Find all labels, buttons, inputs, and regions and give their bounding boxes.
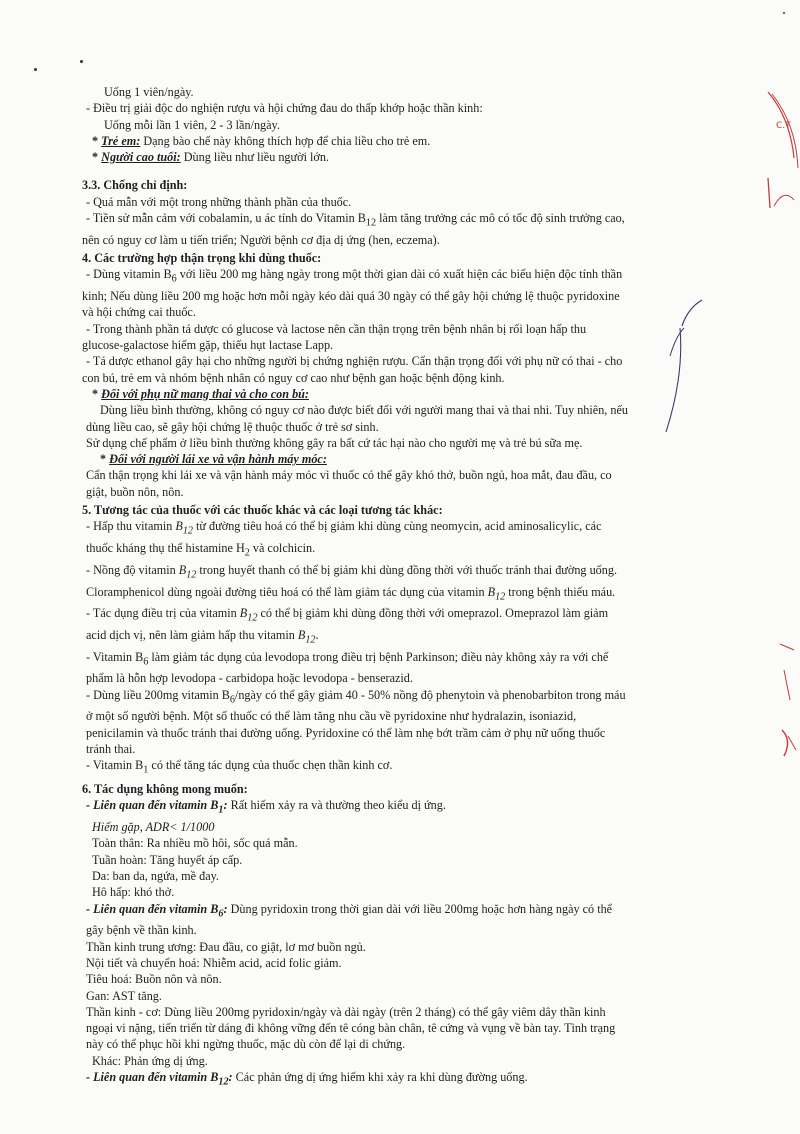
- text-line: ở một số người bệnh. Một số thuốc có thể làm tăng nhu cầu về pyridoxine như hydralazin, isoniazid,: [86, 709, 577, 724]
- label-elderly: Người cao tuổi:: [101, 150, 181, 165]
- text-line: - Điều trị giải độc do nghiện rượu và hội chứng đau do thấp khớp hoặc thần kinh:: [86, 101, 483, 116]
- scan-speck: [783, 12, 785, 14]
- text-line: glucose-galactose hiếm gặp, thiếu hụt lactase Lapp.: [82, 338, 334, 353]
- text-line: - Dùng vitamin $B_6$ với liều 200 mg hàng ngày trong một thời gian dài có xuất hiện các biểu hiện độc tính thần: [86, 267, 623, 285]
- text-line: phẩm là hỗn hợp levodopa - carbidopa hoặc levodopa - benserazid.: [86, 671, 413, 686]
- subheading-pregnancy: * Đối với phụ nữ mang thai và cho con bú:: [92, 386, 309, 401]
- stamp-fragment-bottom: [770, 640, 800, 760]
- text-line: Sử dụng chế phẩm ở liều bình thường không gây ra bất cứ tác hại nào cho người mẹ và trẻ bú sữa mẹ.: [86, 435, 583, 450]
- text-line: Thần kinh trung ương: Đau đầu, co giật, lơ mơ buồn ngủ.: [86, 939, 366, 954]
- section-heading: 6. Tác dụng không mong muốn:: [82, 782, 248, 797]
- text-line: này có thể phục hồi khi ngừng thuốc, mặc dù còn để lại di chứng.: [86, 1037, 406, 1052]
- text-line: ngoại vi nặng, tiến triển từ dáng đi không vững đến tê cóng bàn chân, tê cứng và vụng về bàn tay. Tình trạng: [86, 1021, 616, 1036]
- section-heading: 5. Tương tác của thuốc với các thuốc khác và các loại tương tác khác:: [82, 503, 443, 517]
- text-line: Toàn thân: Ra nhiều mồ hôi, sốc quá mẫn.: [92, 836, 298, 851]
- section-heading: 4. Các trường hợp thận trọng khi dùng thuốc:: [82, 251, 322, 266]
- label-children: Trẻ em:: [101, 133, 141, 148]
- text-line: Uống mỗi lần 1 viên, 2 - 3 lần/ngày.: [104, 117, 280, 132]
- text-line: - Nồng độ vitamin $B_{12}$ trong huyết thanh có thể bị giảm khi dùng đồng thời với thuốc tránh thai đường uống.: [86, 562, 617, 581]
- text-line: gây bệnh về thần kinh.: [86, 923, 197, 938]
- text-line: dùng liều cao, sẽ gây hội chứng lệ thuộc thuốc ở trẻ sơ sinh.: [86, 419, 379, 434]
- scan-speck: [34, 68, 37, 71]
- text-line: kinh; Nếu dùng liều 200 mg hoặc hơn mỗi ngày kéo dài quá 30 ngày có thể gây hội chứng lệ thuộc pyridoxine: [82, 289, 620, 304]
- text-line: penicilamin và thuốc tránh thai đường uống. Pyridoxine có thể làm nhẹ bớt trầm cảm ở phụ nữ uống thuốc: [86, 725, 606, 740]
- scan-speck: [80, 60, 83, 63]
- text-line-children: * Trẻ em: Dạng bào chế này không thích hợp để chia liều cho trẻ em.: [92, 133, 431, 148]
- text-line: thuốc kháng thụ thể histamine $H_2$ và colchicin.: [86, 541, 316, 559]
- stamp-fragment-top: [760, 88, 800, 218]
- text-line: Cloramphenicol dùng ngoài đường tiêu hoá có thể làm giảm tác dụng của vitamin $B_{12}$ trong bệnh thiếu máu.: [86, 584, 616, 602]
- text-line: Uống 1 viên/ngày.: [104, 85, 194, 99]
- text-line: giật, buồn nôn, nôn.: [86, 484, 184, 499]
- section-heading: 3.3. Chống chỉ định:: [82, 178, 188, 193]
- text-line: - Vitamin $B_6$ làm giảm tác dụng của levodopa trong điều trị bệnh Parkinson; điều này không xảy ra với chế: [86, 649, 609, 668]
- text-line: Gan: AST tăng.: [86, 988, 162, 1003]
- text-line: - Trong thành phần tá dược có glucose và lactose nên cần thận trọng trên bệnh nhân bị rối loạn hấp thu: [86, 321, 587, 336]
- text-line: Nội tiết và chuyển hoá: Nhiễm acid, acid folic giảm.: [86, 955, 342, 970]
- text-line-elderly: * Người cao tuổi: Dùng liều như liều người lớn.: [92, 150, 329, 165]
- text-line: - Hấp thu vitamin $B_{12}$ từ đường tiêu hoá có thể bị giảm khi dùng cùng neomycin, acid aminosalicylic, các: [86, 519, 602, 537]
- text-line: Tuần hoàn: Tăng huyết áp cấp.: [92, 852, 243, 867]
- text-line: - Dùng liều 200mg vitamin $B_6$/ngày có thể gây giảm 40 - 50% nồng độ phenytoin và phenobarbiton trong máu: [86, 687, 626, 706]
- text-line: và hội chứng cai thuốc.: [82, 305, 196, 320]
- text-line: acid dịch vị, nên làm giảm hấp thu vitamin $B_{12}$.: [86, 627, 319, 646]
- text-line: tránh thai.: [86, 742, 136, 757]
- text-line: - Liên quan đến vitamin $B_6$: Dùng pyridoxin trong thời gian dài với liều 200mg hoặc hơn hàng ngày có thể: [86, 901, 613, 920]
- text-line: Cẩn thận trọng khi lái xe và vận hành máy móc vì thuốc có thể gây khó thở, buồn ngủ, hoa mắt, đau đầu, co: [86, 468, 612, 483]
- subheading-driving: * Đối với người lái xe và vận hành máy móc:: [100, 452, 327, 467]
- text-line: Dùng liều bình thường, không có nguy cơ nào được biết đối với người mang thai và thai nhi. Tuy nhiên, nếu: [100, 403, 628, 418]
- text-line: nên có nguy cơ làm u tiến triển; Người bệnh cơ địa dị ứng (hen, eczema).: [82, 232, 440, 247]
- text-line: Thần kinh - cơ: Dùng liều 200mg pyridoxin/ngày và dài ngày (trên 2 tháng) có thể gây viêm dây thần kinh: [86, 1004, 606, 1019]
- text-line: - Liên quan đến vitamin $B_{12}$: Các phản ứng dị ứng hiếm khi xảy ra khi dùng đường uống.: [86, 1070, 528, 1088]
- text-line: - Liên quan đến vitamin $B_1$: Rất hiếm xảy ra và thường theo kiểu dị ứng.: [86, 798, 446, 816]
- text-line: - Tác dụng điều trị của vitamin $B_{12}$ có thể bị giảm khi dùng đồng thời với omeprazol. Omeprazol làm giảm: [86, 606, 609, 624]
- svg-text:C.T: C.T: [776, 121, 791, 131]
- text-line: Hiếm gặp, ADR< 1/1000: [92, 820, 215, 835]
- text-line: con bú, trẻ em và nhóm bệnh nhân có nguy cơ cao như bệnh gan hoặc bệnh động kinh.: [82, 370, 505, 385]
- text-line: Tiêu hoá: Buồn nôn và nôn.: [86, 972, 222, 987]
- text-line: - Tá dược ethanol gây hại cho những người bị chứng nghiện rượu. Cẩn thận trọng đối với phụ nữ có thai - cho: [86, 354, 623, 369]
- text-line: Khác: Phản ứng dị ứng.: [92, 1053, 208, 1068]
- text-line: Da: ban da, ngứa, mề đay.: [92, 869, 219, 884]
- document-body: [82, 84, 732, 1091]
- text-line: - Quá mẫn với một trong những thành phần của thuốc.: [86, 194, 352, 209]
- text-line: - Vitamin $B_1$ có thể tăng tác dụng của thuốc chẹn thần kinh cơ.: [86, 758, 393, 776]
- text-line: Hô hấp: khó thở.: [92, 885, 175, 900]
- text-line: - Tiền sử mẫn cảm với cobalamin, u ác tính do Vitamin $B_{12}$ làm tăng trưởng các mô có tốc độ sinh trưởng cao,: [86, 211, 625, 229]
